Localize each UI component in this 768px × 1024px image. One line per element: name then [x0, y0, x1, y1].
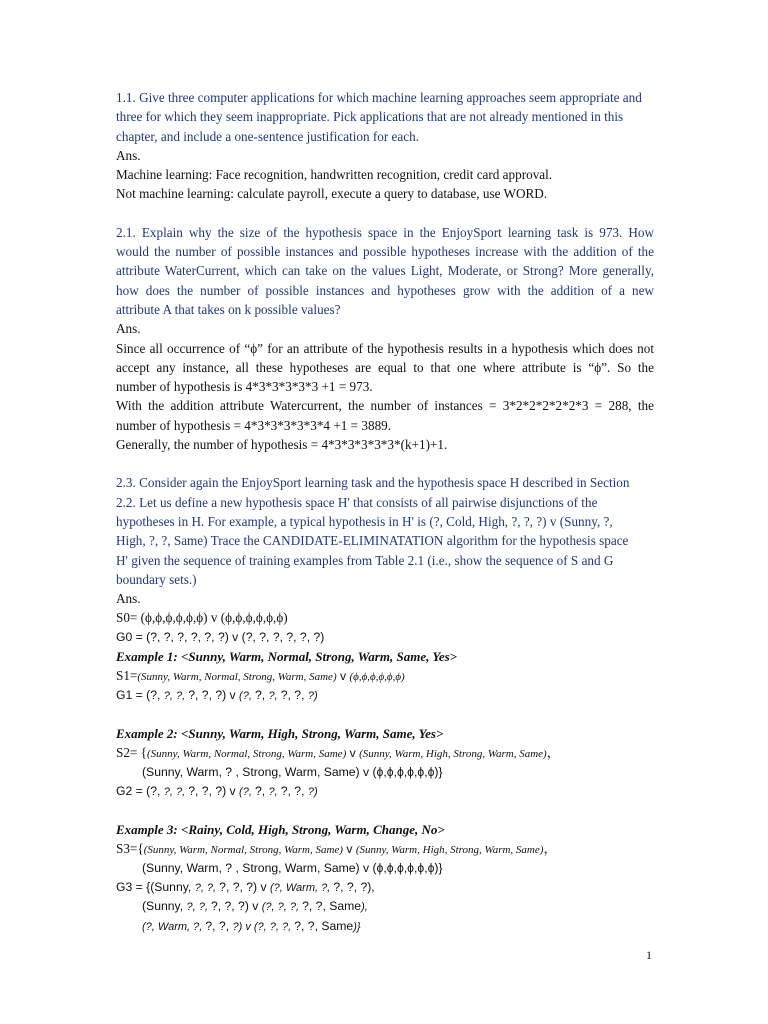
paragraph-gap — [116, 801, 654, 820]
g3-part: )} — [353, 920, 361, 933]
question-2-1-line-1: 2.1. Explain why the size of the hypothesis space in the EnjoySport learning task is 973. How — [116, 224, 654, 240]
s2-label: S2= { — [116, 745, 147, 761]
answer-label: Ans. — [116, 591, 141, 607]
answer-2-1-line-6: Generally, the number of hypothesis = 4*3*3*3*3*3*(k+1)+1. — [116, 437, 448, 453]
question-2-3-line-3: hypotheses in H. For example, a typical hypothesis in H' is (?, Cold, High, ?, ?, ?) v (Sunny, ?, — [116, 513, 613, 529]
g1-part: (?, — [239, 689, 255, 702]
g3-part: (?, Warm, ?, — [269, 881, 334, 894]
s3-line-2: (Sunny, Warm, ? , Strong, Warm, Same) v (ϕ,ϕ,ϕ,ϕ,ϕ,ϕ)} — [142, 860, 443, 875]
question-2-3-line-5: H' given the sequence of training examples from Table 2.1 (i.e., show the sequence of S and G — [116, 552, 614, 568]
g3-part: ), — [361, 901, 368, 914]
question-2-3-line-1: 2.3. Consider again the EnjoySport learning task and the hypothesis space H described in Section — [116, 475, 630, 491]
answer-2-1-line-2: accept any instance, all these hypotheses are equal to that one where attribute is “ϕ”. So the — [116, 359, 654, 375]
paragraph-gap — [116, 705, 654, 724]
paragraph-gap — [116, 204, 654, 223]
answer-1-1-line-2: Not machine learning: calculate payroll, execute a query to database, use WORD. — [116, 186, 548, 202]
s1-hypothesis-b: (ϕ,ϕ,ϕ,ϕ,ϕ,ϕ) — [349, 671, 405, 684]
s1-or: v — [336, 669, 350, 684]
question-1-1-line-3: chapter, and include a one-sentence justification for each. — [116, 128, 420, 144]
g1-part: ?, ?, — [280, 687, 308, 702]
answer-label: Ans. — [116, 321, 141, 337]
example-3-heading: Example 3: <Rainy, Cold, High, Strong, Warm, Change, No> — [116, 822, 445, 838]
answer-2-1-line-4: With the addition attribute Watercurrent, the number of instances = 3*2*2*2*2*2*3 = 288, the — [116, 398, 654, 414]
g1-part: G1 = (?, — [116, 687, 164, 702]
g3-part: ?, ?, ?) v — [210, 899, 262, 914]
s2-line-1 — [116, 743, 654, 762]
s1-hypothesis-a: (Sunny, Warm, Normal, Strong, Warm, Same) — [137, 671, 337, 684]
g3-part: ?, ?, — [205, 918, 233, 933]
g1-part: ?, ?, — [163, 689, 189, 702]
g3-line-2 — [116, 897, 654, 916]
question-2-1-line-5: attribute A that takes on k possible values? — [116, 301, 341, 317]
s3-line-1 — [116, 839, 654, 858]
g3-line-1 — [116, 878, 654, 897]
g2-part: ?) — [307, 785, 318, 798]
g0-line: G0 = (?, ?, ?, ?, ?, ?) v (?, ?, ?, ?, ?, ?) — [116, 629, 325, 644]
s1-label: S1= — [116, 668, 138, 684]
document-body — [116, 88, 654, 936]
question-2-1-line-4: how does the number of possible instances and hypotheses grow with the addition of a new — [116, 282, 654, 298]
s3-hypothesis-b: (Sunny, Warm, High, Strong, Warm, Same) — [355, 844, 544, 857]
question-2-3-line-4: High, ?, ?, Same) Trace the CANDIDATE-ELIMINATATION algorithm for the hypothesis space — [116, 533, 629, 549]
g2-part: ?, ?, ?) v — [188, 783, 240, 798]
g1-part: ?, — [254, 687, 269, 702]
paragraph-gap — [116, 454, 654, 473]
g3-line-3 — [116, 917, 654, 936]
example-2-heading: Example 2: <Sunny, Warm, High, Strong, Warm, Same, Yes> — [116, 725, 444, 741]
s3-hypothesis-a: (Sunny, Warm, Normal, Strong, Warm, Same) — [143, 844, 343, 857]
g1-part: ?, ?, ?) v — [188, 687, 240, 702]
g1-line — [116, 686, 654, 705]
g3-part: ?, ?, Same — [302, 899, 362, 914]
answer-label: Ans. — [116, 147, 141, 163]
g2-part: ?, — [268, 785, 281, 798]
question-2-1-line-3: attribute WaterCurrent, which can take on the values Light, Moderate, or Strong? More generally, — [116, 263, 654, 279]
s2-hypothesis-a: (Sunny, Warm, Normal, Strong, Warm, Same) — [147, 748, 347, 761]
g3-part: ?, ?, Same — [294, 918, 354, 933]
s3-or: v — [342, 842, 356, 857]
g3-part: ?, ?, ?), — [333, 879, 375, 894]
g2-part: ?, ?, — [163, 785, 189, 798]
g1-part: ?) — [307, 689, 318, 702]
answer-2-1-line-3: number of hypothesis is 4*3*3*3*3*3 +1 = 973. — [116, 379, 373, 395]
g3-part: (?, ?, ?, — [253, 920, 295, 933]
g1-part: ?, — [268, 689, 281, 702]
answer-2-1-line-5: number of hypothesis = 4*3*3*3*3*3*4 +1 = 3889. — [116, 417, 392, 433]
g3-part: (?, Warm, ?, — [142, 920, 206, 933]
question-2-1-line-2: would the number of possible instances and possible hypotheses increase with the addition of the — [116, 244, 654, 260]
g3-part: ?) v — [232, 920, 254, 933]
g3-part: (Sunny, — [142, 899, 187, 914]
g2-part: ?, — [254, 783, 269, 798]
g3-part: G3 = {(Sunny, — [116, 879, 195, 894]
answer-1-1-line-1: Machine learning: Face recognition, handwritten recognition, credit card approval. — [116, 167, 553, 183]
question-1-1-line-2: three for which they seem inappropriate. Pick applications that are not already mentioned in this — [116, 109, 624, 125]
g3-part: (?, ?, ?, — [261, 901, 303, 914]
s2-or: v — [346, 746, 360, 761]
question-1-1-line-1: 1.1. Give three computer applications for which machine learning approaches seem appropriate and — [116, 90, 642, 105]
s2-comma: ， — [546, 745, 560, 761]
g2-part: ?, ?, — [280, 783, 308, 798]
g3-part: ?, ?, ?) v — [219, 879, 270, 894]
g2-line — [116, 782, 654, 801]
s2-line-2: (Sunny, Warm, ? , Strong, Warm, Same) v (ϕ,ϕ,ϕ,ϕ,ϕ,ϕ)} — [142, 764, 443, 779]
s0-line: S0= (ϕ,ϕ,ϕ,ϕ,ϕ,ϕ) v (ϕ,ϕ,ϕ,ϕ,ϕ,ϕ) — [116, 610, 288, 626]
s2-hypothesis-b: (Sunny, Warm, High, Strong, Warm, Same) — [359, 748, 547, 761]
s1-line — [116, 666, 654, 685]
g2-part: (?, — [239, 785, 255, 798]
question-2-3-line-2: 2.2. Let us define a new hypothesis space H' that consists of all pairwise disjunctions of the — [116, 494, 598, 510]
s3-comma: ， — [543, 841, 557, 857]
g3-part: ?, ?, — [194, 881, 220, 894]
example-1-heading: Example 1: <Sunny, Warm, Normal, Strong, Warm, Same, Yes> — [116, 649, 458, 665]
g3-part: ?, ?, — [186, 901, 211, 914]
question-2-3-line-6: boundary sets.) — [116, 571, 197, 587]
answer-2-1-line-1: Since all occurrence of “ϕ” for an attribute of the hypothesis results in a hypothesis which does not — [116, 340, 654, 356]
s3-label: S3={ — [116, 841, 144, 857]
g2-part: G2 = (?, — [116, 783, 164, 798]
page-number: 1 — [646, 948, 652, 962]
